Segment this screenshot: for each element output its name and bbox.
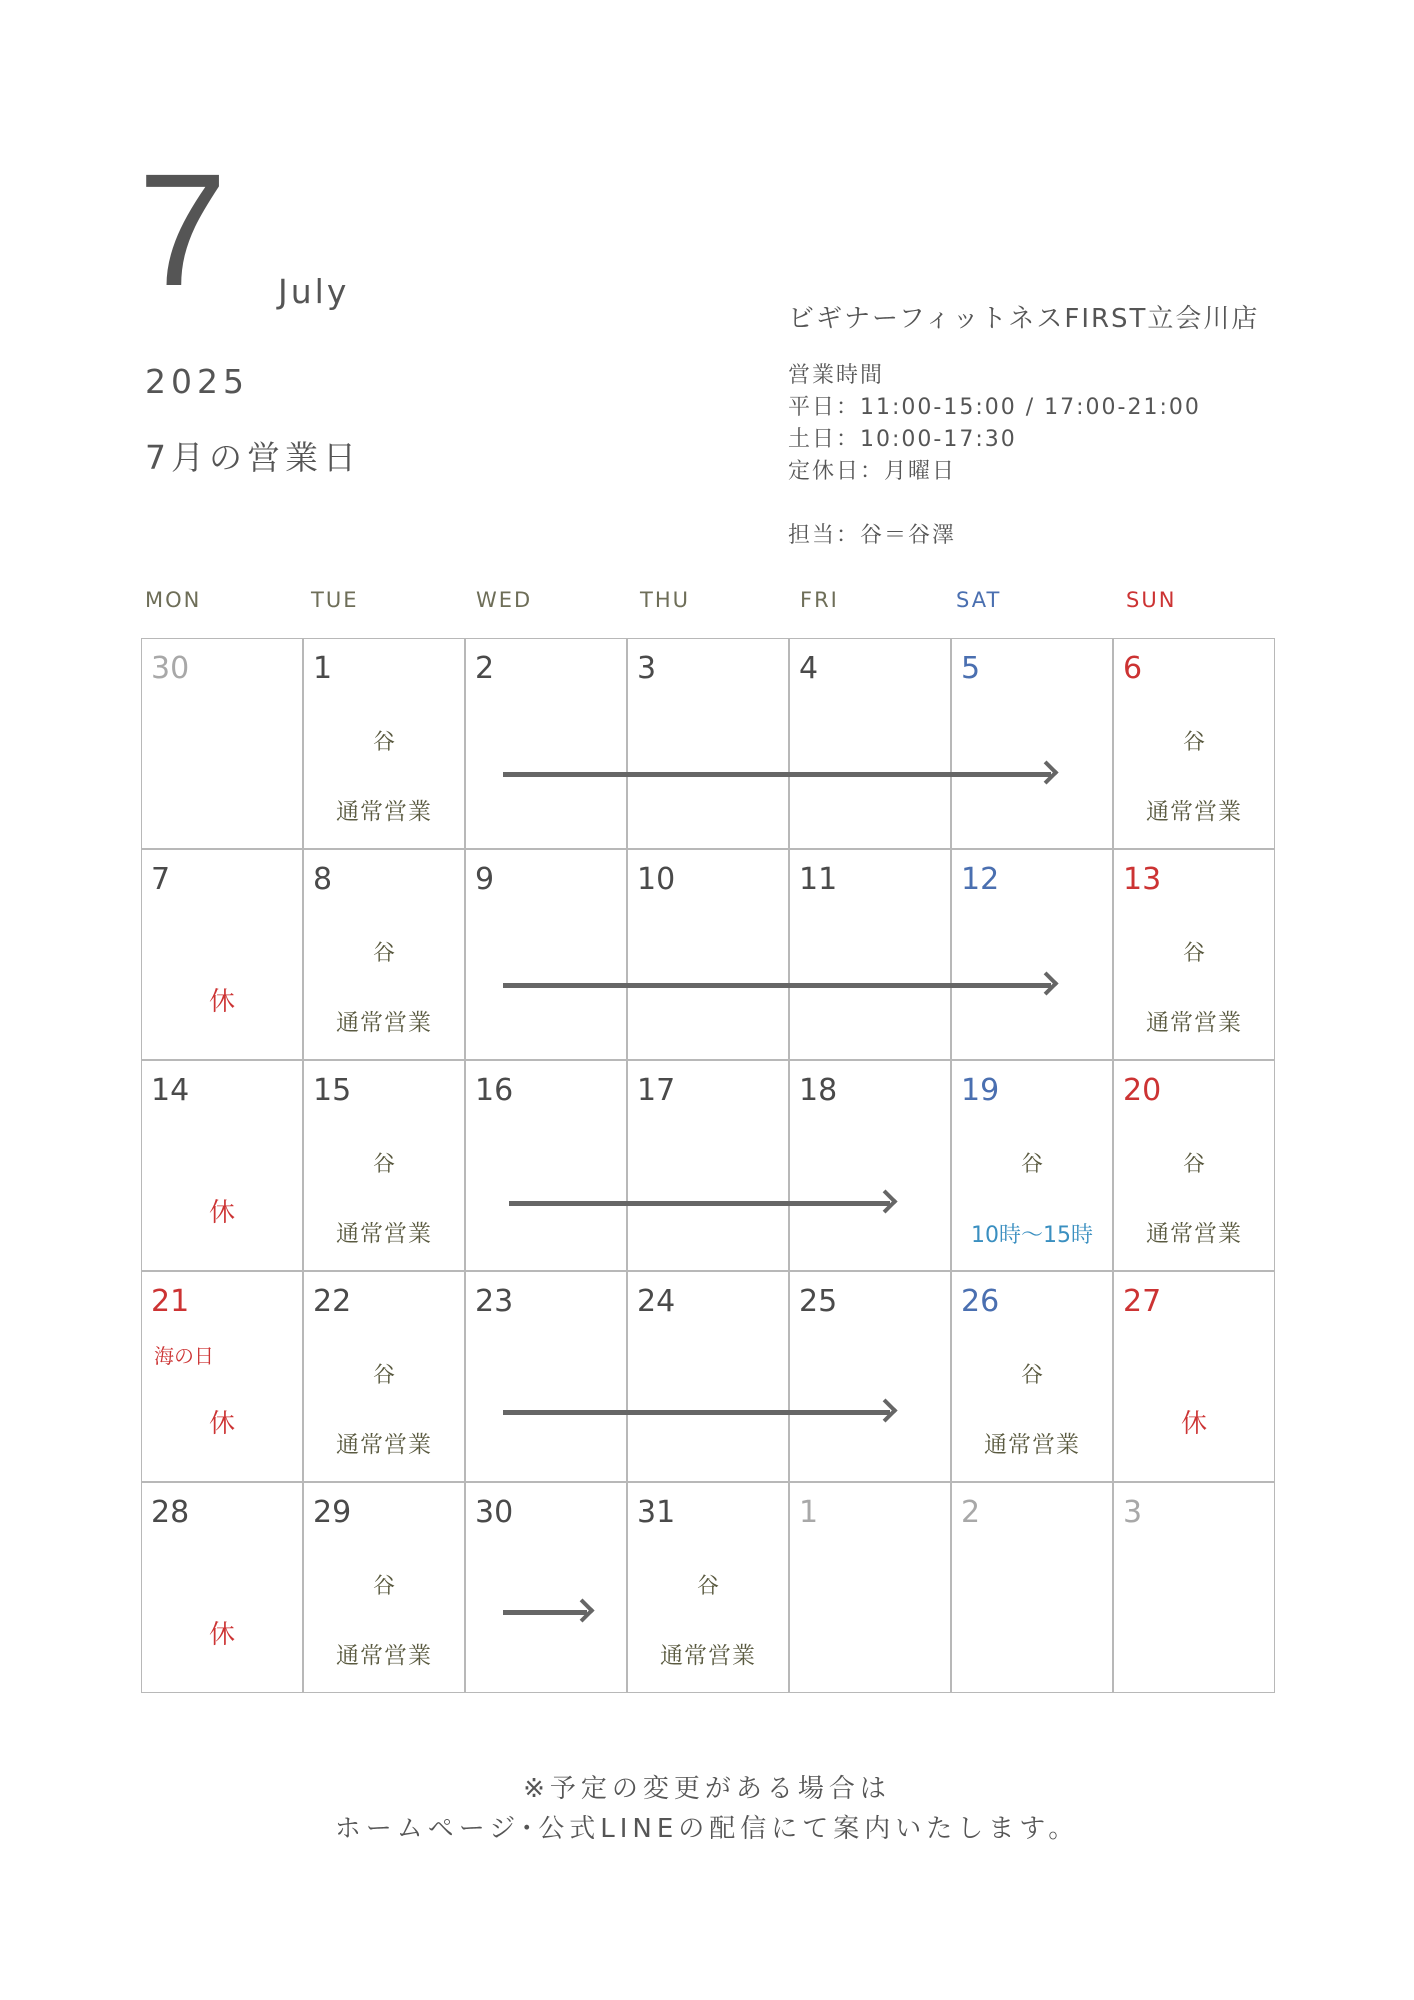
- day-number: 20: [1123, 1073, 1162, 1108]
- day-number: 2: [961, 1495, 981, 1530]
- staff-legend: 担当：谷＝谷澤: [788, 523, 957, 548]
- calendar-day-cell: [789, 1060, 951, 1271]
- day-number: 3: [1123, 1495, 1143, 1530]
- page-title: 7月の営業日: [145, 438, 361, 477]
- day-number: 19: [961, 1073, 1000, 1108]
- calendar-day-cell: [1113, 638, 1275, 849]
- closed-mark: 休: [208, 1198, 235, 1228]
- closed-mark: 休: [208, 987, 235, 1017]
- staff-assignee: 谷: [372, 1363, 395, 1388]
- business-status: 通常営業: [336, 1010, 432, 1036]
- day-number: 4: [799, 651, 819, 686]
- day-number: 3: [637, 651, 657, 686]
- staff-assignee: 谷: [1020, 1152, 1043, 1177]
- weekday-wed: WED: [476, 588, 533, 612]
- calendar-day-cell: [303, 1482, 465, 1693]
- calendar-day-cell: [141, 849, 303, 1060]
- calendar-day-cell: [303, 638, 465, 849]
- business-hours-label: 営業時間: [788, 363, 885, 388]
- day-number: 16: [475, 1073, 514, 1108]
- staff-assignee: 谷: [1182, 730, 1205, 755]
- holiday-label: 海の日: [154, 1344, 214, 1368]
- calendar-day-cell: [1113, 849, 1275, 1060]
- day-number: 9: [475, 862, 495, 897]
- business-status: 通常営業: [1146, 1010, 1242, 1036]
- day-number: 5: [961, 651, 981, 686]
- calendar-day-cell: [465, 1060, 627, 1271]
- business-status: 通常営業: [660, 1643, 756, 1669]
- calendar-day-cell: [627, 1060, 789, 1271]
- closed-mark: 休: [1180, 1409, 1207, 1439]
- continuation-arrow: [509, 1201, 890, 1206]
- calendar-day-cell: [303, 849, 465, 1060]
- weekday-thu: THU: [640, 588, 690, 612]
- calendar-day-cell: [789, 1271, 951, 1482]
- closed-mark: 休: [208, 1409, 235, 1439]
- business-status: 通常営業: [984, 1432, 1080, 1458]
- calendar-day-cell: [627, 1271, 789, 1482]
- calendar-day-cell: [951, 1060, 1113, 1271]
- day-number: 17: [637, 1073, 676, 1108]
- day-number: 10: [637, 862, 676, 897]
- day-number: 18: [799, 1073, 838, 1108]
- business-status: 通常営業: [336, 799, 432, 825]
- day-number: 1: [313, 651, 333, 686]
- calendar-day-cell: [465, 638, 627, 849]
- regular-closed-day: 定休日：月曜日: [788, 459, 957, 484]
- day-number: 6: [1123, 651, 1143, 686]
- calendar-day-cell: [789, 1482, 951, 1693]
- calendar-day-cell: [465, 1482, 627, 1693]
- staff-assignee: 谷: [1182, 941, 1205, 966]
- calendar-day-cell: [789, 849, 951, 1060]
- weekday-sun: SUN: [1126, 588, 1177, 612]
- calendar-day-cell: [951, 849, 1113, 1060]
- staff-assignee: 谷: [372, 730, 395, 755]
- calendar-day-cell: [141, 1060, 303, 1271]
- day-number: 7: [151, 862, 171, 897]
- calendar-day-cell: [465, 1271, 627, 1482]
- closed-mark: 休: [208, 1620, 235, 1650]
- business-status: 通常営業: [336, 1432, 432, 1458]
- staff-assignee: 谷: [372, 1574, 395, 1599]
- day-number: 1: [799, 1495, 819, 1530]
- day-number: 27: [1123, 1284, 1162, 1319]
- staff-assignee: 谷: [696, 1574, 719, 1599]
- calendar-day-cell: [789, 638, 951, 849]
- day-number: 28: [151, 1495, 190, 1530]
- calendar-day-cell: [141, 1271, 303, 1482]
- calendar-day-cell: [303, 1271, 465, 1482]
- business-status: 通常営業: [1146, 1221, 1242, 1247]
- calendar-day-cell: [303, 1060, 465, 1271]
- calendar-day-cell: [951, 1482, 1113, 1693]
- business-status: 通常営業: [1146, 799, 1242, 825]
- continuation-arrow: [503, 983, 1051, 988]
- calendar-day-cell: [627, 849, 789, 1060]
- business-status: 通常営業: [336, 1643, 432, 1669]
- day-number: 25: [799, 1284, 838, 1319]
- business-status: 通常営業: [336, 1221, 432, 1247]
- continuation-arrow: [503, 1610, 587, 1615]
- weekday-tue: TUE: [311, 588, 359, 612]
- business-status: 10時〜15時: [971, 1223, 1093, 1248]
- day-number: 30: [475, 1495, 514, 1530]
- year: 2025: [145, 362, 249, 401]
- weekend-hours: 土日：10:00-17:30: [788, 427, 1017, 452]
- footer-note-line-1: ※予定の変更がある場合は: [523, 1774, 891, 1804]
- continuation-arrow: [503, 1410, 890, 1415]
- calendar-day-cell: [141, 1482, 303, 1693]
- calendar-day-cell: [627, 1482, 789, 1693]
- day-number: 23: [475, 1284, 514, 1319]
- day-number: 22: [313, 1284, 352, 1319]
- staff-assignee: 谷: [1182, 1152, 1205, 1177]
- day-number: 13: [1123, 862, 1162, 897]
- calendar-day-cell: [1113, 1271, 1275, 1482]
- calendar-day-cell: [951, 638, 1113, 849]
- calendar-day-cell: [465, 849, 627, 1060]
- store-name: ビギナーフィットネスFIRST立会川店: [788, 304, 1260, 334]
- day-number: 29: [313, 1495, 352, 1530]
- day-number: 26: [961, 1284, 1000, 1319]
- calendar-day-cell: [627, 638, 789, 849]
- day-number: 21: [151, 1284, 190, 1319]
- day-number: 30: [151, 651, 190, 686]
- calendar-grid: [141, 638, 1274, 1693]
- calendar-day-cell: [141, 638, 303, 849]
- calendar-day-cell: [951, 1271, 1113, 1482]
- staff-assignee: 谷: [1020, 1363, 1043, 1388]
- weekday-hours: 平日：11:00-15:00 / 17:00-21:00: [788, 395, 1201, 420]
- continuation-arrow: [503, 772, 1051, 777]
- day-number: 15: [313, 1073, 352, 1108]
- staff-assignee: 谷: [372, 1152, 395, 1177]
- day-number: 12: [961, 862, 1000, 897]
- footer-note-line-2: ホームページ･公式LINEの配信にて案内いたします。: [334, 1814, 1080, 1844]
- day-number: 24: [637, 1284, 676, 1319]
- day-number: 8: [313, 862, 333, 897]
- weekday-fri: FRI: [800, 588, 839, 612]
- day-number: 14: [151, 1073, 190, 1108]
- month-name-english: July: [278, 272, 350, 311]
- day-number: 11: [799, 862, 838, 897]
- calendar-day-cell: [1113, 1482, 1275, 1693]
- weekday-mon: MON: [145, 588, 202, 612]
- calendar-day-cell: [1113, 1060, 1275, 1271]
- staff-assignee: 谷: [372, 941, 395, 966]
- day-number: 31: [637, 1495, 676, 1530]
- month-number: 7: [138, 140, 227, 319]
- day-number: 2: [475, 651, 495, 686]
- weekday-sat: SAT: [956, 588, 1002, 612]
